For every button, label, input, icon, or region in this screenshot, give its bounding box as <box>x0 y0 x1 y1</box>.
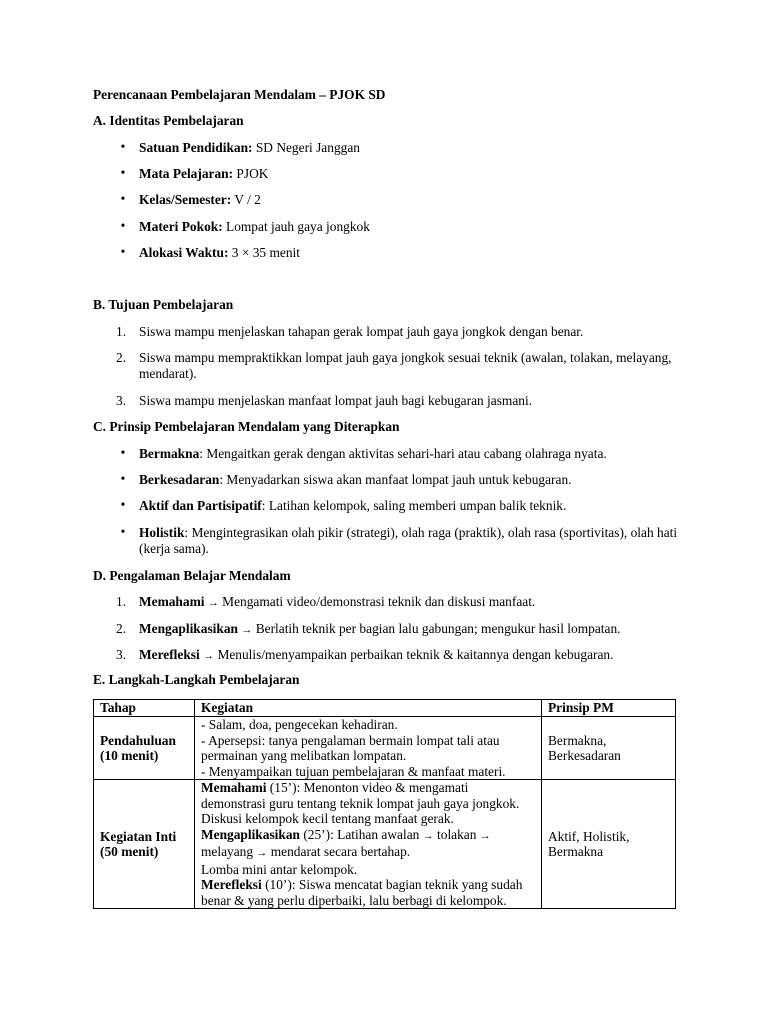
arrow-right-icon: → <box>422 829 434 842</box>
bullet-icon: • <box>120 166 126 181</box>
identity-value: 3 × 35 menit <box>228 245 300 260</box>
arrow-right-icon: → <box>479 829 491 842</box>
identity-value: V / 2 <box>231 192 261 207</box>
activity-line <box>201 827 535 862</box>
list-number: 1. <box>116 324 127 339</box>
principle-item <box>120 525 679 557</box>
activity-text: mendarat secara bertahap. <box>267 844 411 859</box>
principle-value: Bermakna, <box>548 732 607 748</box>
principle-label: Holistik <box>139 525 185 540</box>
activity-text: (15’): Menonton video & mengamati demonstrasi guru tentang teknik lompat jauh gaya jongkok. <box>201 780 520 811</box>
activity-line: Lomba mini antar kelompok. <box>201 861 358 877</box>
bullet-icon: • <box>120 219 126 234</box>
identity-value: SD Negeri Janggan <box>252 140 360 155</box>
activity-text: (25’): Latihan awalan <box>299 826 423 842</box>
identity-label: Alokasi Waktu: <box>139 245 229 260</box>
identity-label: Materi Pokok: <box>139 219 223 234</box>
experience-text: Mengamati video/demonstrasi teknik dan diskusi manfaat. <box>218 594 536 609</box>
stage-cell <box>94 780 195 909</box>
bullet-icon: • <box>120 192 126 207</box>
activity-line <box>201 780 535 811</box>
column-header-activity: Kegiatan <box>195 700 542 717</box>
list-number: 2. <box>116 621 127 636</box>
section-e-heading: E. Langkah-Langkah Pembelajaran <box>93 672 300 687</box>
identity-item-material <box>120 219 679 235</box>
principle-text: : Latihan kelompok, saling memberi umpan balik teknik. <box>261 498 567 513</box>
experience-text: Menulis/menyampaikan perbaikan teknik & kaitannya dengan kebugaran. <box>214 647 614 662</box>
experience-label: Merefleksi <box>139 647 200 662</box>
principle-value: Aktif, Holistik, <box>548 828 630 844</box>
identity-label: Kelas/Semester: <box>139 192 232 207</box>
activity-cell <box>195 780 542 909</box>
table-row <box>94 780 676 909</box>
experience-text: Berlatih teknik per bagian lalu gabungan; mengukur hasil lompatan. <box>252 621 621 636</box>
principle-cell <box>542 780 676 909</box>
activity-text: (10’): Siswa mencatat bagian teknik yang sudah benar & yang perlu diperbaiki, lalu berbagi di kelompok. <box>201 877 523 908</box>
principle-value: Bermakna <box>548 844 604 859</box>
identity-value: PJOK <box>233 166 269 181</box>
section-c-heading: C. Prinsip Pembelajaran Mendalam yang Diterapkan <box>93 419 400 434</box>
identity-item-class <box>120 192 679 208</box>
identity-label: Satuan Pendidikan: <box>139 140 253 155</box>
activity-line <box>201 877 535 908</box>
identity-item-school <box>120 140 679 156</box>
section-d-heading: D. Pengalaman Belajar Mendalam <box>93 568 291 583</box>
activity-line: Diskusi kelompok kecil tentang manfaat gerak. <box>201 811 454 826</box>
stage-name: Kegiatan Inti <box>100 828 177 844</box>
bullet-icon: • <box>120 245 126 260</box>
table-header-row <box>94 700 676 717</box>
stage-name: Pendahuluan <box>100 732 176 748</box>
principle-item <box>120 498 679 514</box>
bullet-icon: • <box>120 472 126 487</box>
list-number: 1. <box>116 594 127 609</box>
principle-text: : Menyadarkan siswa akan manfaat lompat jauh untuk kebugaran. <box>219 472 572 487</box>
principle-text: : Mengintegrasikan olah pikir (strategi), olah raga (praktik), olah rasa (sportivitas), olah hati (kerja sama). <box>139 525 678 556</box>
principle-label: Berkesadaran <box>139 472 220 487</box>
activity-label: Memahami <box>201 780 267 795</box>
section-b-heading: B. Tujuan Pembelajaran <box>93 297 234 312</box>
objective-item <box>116 350 679 382</box>
activity-text: melayang <box>201 844 257 859</box>
arrow-right-icon: → <box>256 847 268 859</box>
identity-value: Lompat jauh gaya jongkok <box>222 219 370 234</box>
experience-item <box>116 594 679 611</box>
principle-item <box>120 446 679 462</box>
principle-label: Bermakna <box>139 446 200 461</box>
activity-line: - Apersepsi: tanya pengalaman bermain lompat tali atau permainan yang melibatkan lompatan. <box>201 732 500 763</box>
learning-steps-table <box>93 699 676 909</box>
identity-item-time <box>120 245 679 261</box>
objective-text: Siswa mampu mempraktikkan lompat jauh gaya jongkok sesuai teknik (awalan, tolakan, melayang, mendarat). <box>139 350 672 381</box>
arrow-right-icon: → <box>203 650 215 662</box>
principle-cell <box>542 717 676 780</box>
activity-label: Mengaplikasikan <box>201 826 300 842</box>
principle-value: Berkesadaran <box>548 748 621 763</box>
activity-line: - Menyampaikan tujuan pembelajaran & manfaat materi. <box>201 763 506 779</box>
table-row <box>94 717 676 780</box>
list-number: 3. <box>116 393 127 408</box>
experience-item <box>116 621 679 638</box>
bullet-icon: • <box>120 525 126 540</box>
principle-label: Aktif dan Partisipatif <box>139 498 262 513</box>
section-a-heading: A. Identitas Pembelajaran <box>93 113 244 128</box>
document-title: Perencanaan Pembelajaran Mendalam – PJOK SD <box>93 87 386 102</box>
activity-cell <box>195 717 542 780</box>
principle-item <box>120 472 679 488</box>
bullet-icon: • <box>120 140 126 155</box>
arrow-right-icon: → <box>207 597 219 609</box>
stage-cell <box>94 717 195 780</box>
experience-label: Mengaplikasikan <box>139 621 238 636</box>
identity-item-subject <box>120 166 679 182</box>
identity-label: Mata Pelajaran: <box>139 166 234 181</box>
activity-line: - Salam, doa, pengecekan kehadiran. <box>201 717 398 732</box>
objective-text: Siswa mampu menjelaskan tahapan gerak lompat jauh gaya jongkok dengan benar. <box>139 324 584 339</box>
stage-duration: (10 menit) <box>100 748 159 763</box>
activity-text: tolakan <box>433 826 480 842</box>
experience-label: Memahami <box>139 594 205 609</box>
bullet-icon: • <box>120 498 126 513</box>
objective-item <box>116 324 679 340</box>
list-number: 3. <box>116 647 127 662</box>
list-number: 2. <box>116 350 127 365</box>
objective-item <box>116 393 679 409</box>
activity-label: Merefleksi <box>201 877 262 892</box>
objective-text: Siswa mampu menjelaskan manfaat lompat jauh bagi kebugaran jasmani. <box>139 393 533 408</box>
column-header-principle: Prinsip PM <box>542 700 676 717</box>
stage-duration: (50 menit) <box>100 844 159 859</box>
experience-item <box>116 647 679 664</box>
bullet-icon: • <box>120 446 126 461</box>
arrow-right-icon: → <box>241 624 253 636</box>
column-header-stage: Tahap <box>94 700 195 717</box>
principle-text: : Mengaitkan gerak dengan aktivitas sehari-hari atau cabang olahraga nyata. <box>199 446 607 461</box>
